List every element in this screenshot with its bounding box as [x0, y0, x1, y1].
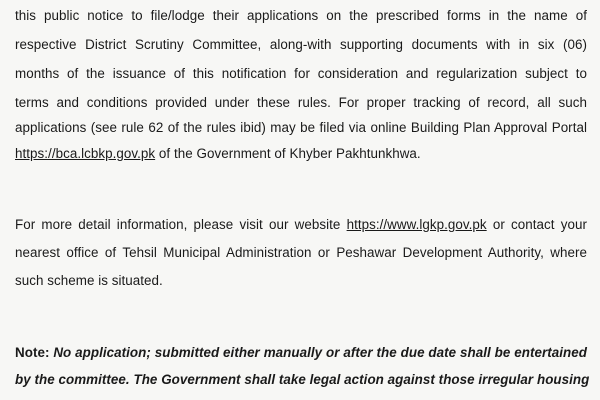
lgkp-website-link[interactable]: https://www.lgkp.gov.pk — [346, 217, 487, 232]
bca-portal-link[interactable]: https://bca.lcbkp.gov.pk — [15, 146, 156, 161]
note-label: Note: — [15, 345, 50, 360]
paragraph2-line1 — [15, 217, 587, 233]
note-text-line2: by the committee. The Government shall take legal action against those irregular housing — [15, 372, 590, 387]
paragraph2-line1-before: For more detail information, please visit our website — [15, 217, 347, 232]
paragraph1-line5: applications (see rule 62 of the rules ibid) may be filed via online Building Plan Approval Portal — [15, 120, 587, 135]
note-text-line1: No application; submitted either manually or after the due date shall be entertained — [49, 345, 587, 360]
paragraph2-line1-after: or contact your — [486, 217, 587, 232]
note-line1 — [15, 345, 587, 361]
paragraph1-line4: terms and conditions provided under these rules. For proper tracking of record, all such — [15, 95, 587, 110]
paragraph1-line6 — [15, 146, 587, 162]
paragraph1-line3: months of the issuance of this notification for consideration and regularization subject to — [15, 66, 587, 81]
note-line2 — [15, 372, 590, 388]
paragraph1-line6-text: of the Government of Khyber Pakhtunkhwa. — [155, 146, 421, 161]
paragraph2-line2: nearest office of Tehsil Municipal Administration or Peshawar Development Authority, where — [15, 245, 587, 260]
paragraph2-line3: such scheme is situated. — [15, 273, 163, 288]
paragraph1-line1: this public notice to file/lodge their applications on the prescribed forms in the name of — [15, 8, 587, 23]
paragraph1-line2: respective District Scrutiny Committee, along-with supporting documents with in six (06) — [15, 37, 587, 52]
